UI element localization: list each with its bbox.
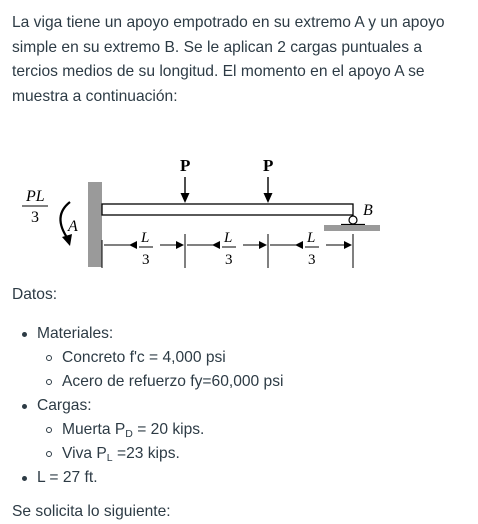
muerta-prefix: Muerta P	[62, 421, 126, 438]
viva-subscript: L	[106, 452, 113, 464]
span-2-denominator: 3	[225, 252, 233, 268]
problem-statement: La viga tiene un apoyo empotrado en su extremo A y un apoyo simple en su extremo B. Se le aplican 2 cargas puntuales a tercios medios de su longitud. El momento en el apoyo A se muestra a continuación:	[12, 14, 445, 105]
list-item-acero	[0, 370, 478, 394]
list-item-concreto	[0, 346, 478, 370]
span-2-numerator: L	[224, 230, 233, 246]
load-arrow-right	[264, 177, 273, 203]
span-3-denominator: 3	[308, 252, 316, 268]
load-label-left: P	[180, 156, 191, 175]
materiales-label: Materiales:	[37, 325, 114, 342]
fixed-support-wall	[88, 182, 102, 267]
muerta-value: = 20 kips.	[132, 421, 205, 438]
moment-arrowhead	[62, 234, 72, 246]
span-1-denominator: 3	[142, 252, 150, 268]
label-a: A	[68, 218, 78, 235]
cargas-label: Cargas:	[37, 397, 92, 414]
acero-value: Acero de refuerzo fy=60,000 psi	[62, 373, 284, 390]
cutoff-text: Se solicita lo siguiente:	[12, 503, 171, 520]
list-item-viva	[0, 442, 478, 466]
list-item-muerta	[0, 418, 478, 442]
moment-denominator: 3	[31, 209, 39, 226]
list-item-materiales	[0, 322, 478, 346]
concreto-value: Concreto f'c = 4,000 psi	[62, 349, 226, 366]
viva-value: =23 kips.	[112, 445, 180, 462]
beam	[102, 204, 353, 215]
moment-numerator: PL	[26, 188, 45, 205]
span-1-numerator: L	[141, 230, 150, 246]
datos-heading: Datos:	[12, 286, 58, 303]
muerta-subscript: D	[125, 428, 133, 440]
label-b: B	[363, 202, 373, 219]
span-3-numerator: L	[307, 230, 316, 246]
longitud-value: L = 27 ft.	[37, 469, 98, 486]
list-item-longitud	[0, 466, 478, 490]
load-arrow-left	[181, 177, 190, 203]
viva-prefix: Viva P	[62, 445, 107, 462]
data-list	[0, 322, 478, 490]
list-item-cargas	[0, 394, 478, 418]
load-label-right: P	[263, 156, 274, 175]
beam-diagram	[0, 140, 478, 275]
